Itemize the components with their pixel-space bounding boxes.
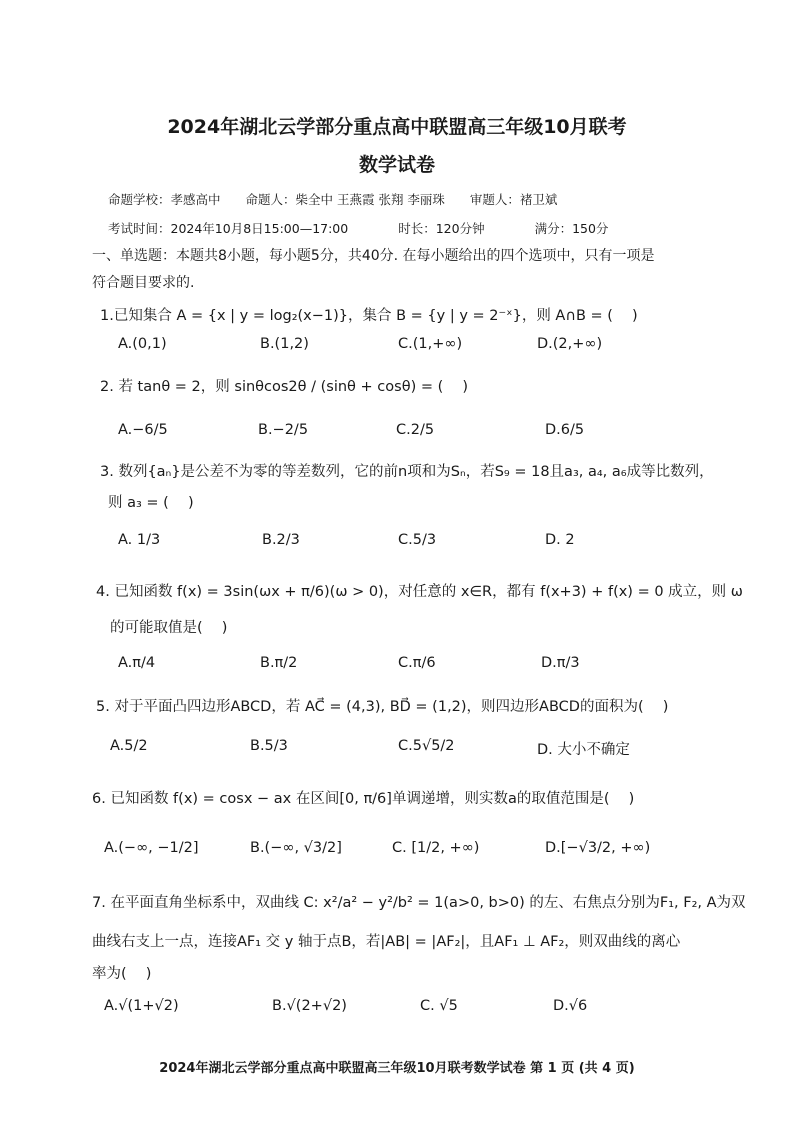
exam-subtitle: 数学试卷 [358, 154, 435, 176]
question-2-option-d: D.6/5 [545, 422, 585, 438]
question-4-option-c: C.π/6 [398, 655, 436, 671]
question-5-option-d: D. 大小不确定 [537, 742, 630, 758]
question-3-stem-line1: 3. 数列{aₙ}是公差不为零的等差数列，它的前n项和为Sₙ，若S₉ = 18且a₃, a₄, a₆成等比数列， [100, 464, 714, 480]
question-1-option-c: C.(1,+∞) [398, 336, 463, 352]
question-7-option-d: D.√6 [553, 998, 588, 1014]
question-6-option-c: C. [1/2, +∞) [392, 840, 480, 856]
question-7-option-a: A.√(1+√2) [104, 998, 179, 1014]
question-7-stem-line1: 7. 在平面直角坐标系中，双曲线 C: x²/a² − y²/b² = 1(a>0, b>0) 的左、右焦点分别为F₁, F₂, A为双 [92, 895, 746, 911]
question-3-option-a: A. 1/3 [118, 532, 161, 548]
question-1-option-a: A.(0,1) [118, 336, 167, 352]
question-7-option-b: B.√(2+√2) [272, 998, 347, 1014]
question-5-stem: 5. 对于平面凸四边形ABCD，若 AC⃗ = (4,3), BD⃗ = (1,2)，则四边形ABCD的面积为( ) [96, 699, 669, 715]
question-2-option-a: A.−6/5 [118, 422, 168, 438]
question-5-option-a: A.5/2 [110, 738, 148, 754]
question-6-option-a: A.(−∞, −1/2] [104, 840, 199, 856]
question-3-option-c: C.5/3 [398, 532, 437, 548]
question-1-option-b: B.(1,2) [260, 336, 309, 352]
question-1-option-d: D.(2,+∞) [537, 336, 603, 352]
page-footer: 2024年湖北云学部分重点高中联盟高三年级10月联考数学试卷 第 1 页 (共 4 页) [159, 1061, 635, 1076]
exam-title: 2024年湖北云学部分重点高中联盟高三年级10月联考 [167, 116, 627, 138]
section-instruction-line1: 一、单选题：本题共8小题，每小题5分，共40分. 在每小题给出的四个选项中，只有一项是 [92, 248, 655, 264]
section-instruction-line2: 符合题目要求的. [92, 275, 195, 291]
question-2-option-c: C.2/5 [396, 422, 435, 438]
question-1-stem: 1.已知集合 A = {x | y = log₂(x−1)}，集合 B = {y | y = 2⁻ˣ}，则 A∩B = ( ) [100, 308, 638, 324]
question-7-stem-line3: 率为( ) [92, 966, 152, 982]
question-5-option-b: B.5/3 [250, 738, 288, 754]
question-4-stem-line2: 的可能取值是( ) [110, 620, 228, 636]
question-4-option-a: A.π/4 [118, 655, 156, 671]
question-3-option-b: B.2/3 [262, 532, 300, 548]
question-4-stem-line1: 4. 已知函数 f(x) = 3sin(ωx + π/6)(ω > 0)，对任意的 x∈R，都有 f(x+3) + f(x) = 0 成立，则 ω [96, 584, 743, 600]
question-7-option-c: C. √5 [420, 998, 458, 1014]
question-3-stem-line2: 则 a₃ = ( ) [108, 495, 194, 511]
question-6-stem: 6. 已知函数 f(x) = cosx − ax 在区间[0, π/6]单调递增，则实数a的取值范围是( ) [92, 791, 635, 807]
question-3-option-d: D. 2 [545, 532, 575, 548]
question-4-option-d: D.π/3 [541, 655, 580, 671]
exam-authors: 命题学校：孝感高中 命题人：柴全中 王燕霞 张翔 李丽珠 审题人：褚卫斌 [108, 192, 558, 207]
question-2-option-b: B.−2/5 [258, 422, 309, 438]
question-5-option-c: C.5√5/2 [398, 738, 455, 754]
question-2-stem: 2. 若 tanθ = 2，则 sinθcos2θ / (sinθ + cosθ) = ( ) [100, 379, 469, 395]
question-6-option-b: B.(−∞, √3/2] [250, 840, 342, 856]
exam-time-info: 考试时间：2024年10月8日15:00—17:00 时长：120分钟 满分：150分 [108, 221, 609, 236]
question-7-stem-line2: 曲线右支上一点，连接AF₁ 交 y 轴于点B，若|AB| = |AF₂|，且AF₁ ⊥ AF₂，则双曲线的离心 [92, 934, 681, 950]
question-6-option-d: D.[−√3/2, +∞) [545, 840, 651, 856]
question-4-option-b: B.π/2 [260, 655, 298, 671]
